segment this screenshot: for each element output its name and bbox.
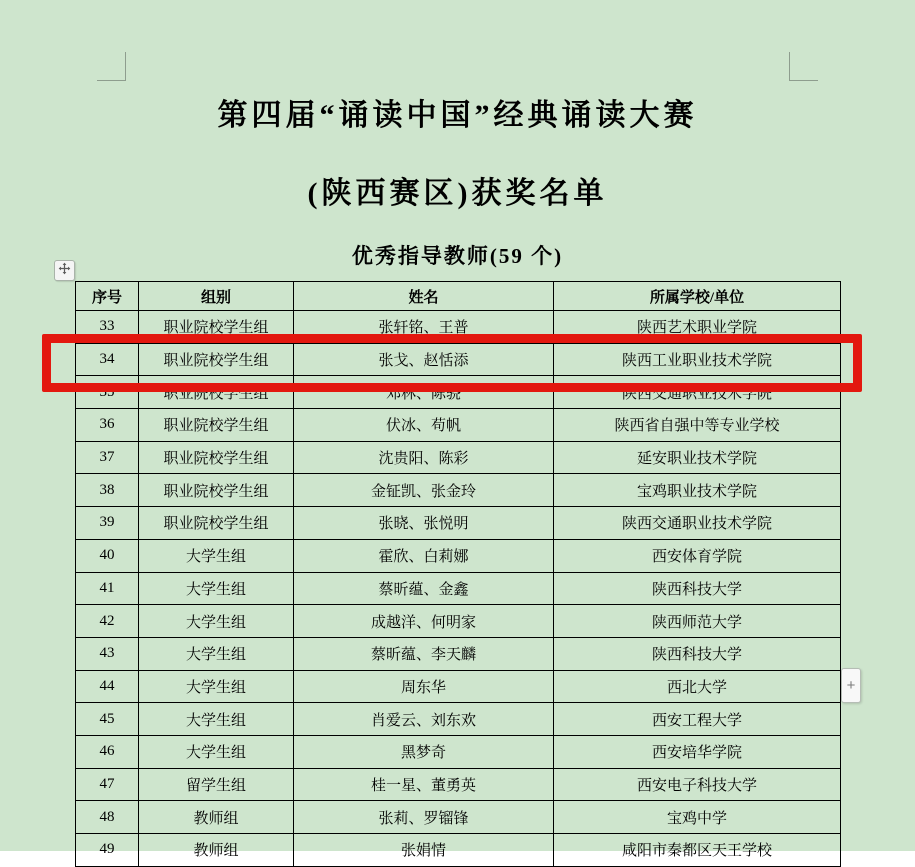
cell-school[interactable]: 西安体育学院 [554,539,841,572]
header-group[interactable]: 组别 [139,282,294,311]
cell-names[interactable]: 张轩铭、王普 [294,311,554,344]
cell-no[interactable]: 35 [76,376,139,409]
cell-names[interactable]: 成越洋、何明家 [294,605,554,638]
cell-names[interactable]: 黑梦奇 [294,735,554,768]
cell-no[interactable]: 48 [76,801,139,834]
cell-group[interactable]: 教师组 [139,834,294,867]
margin-crop-mark-top-left [97,52,126,81]
cell-no[interactable]: 38 [76,474,139,507]
cell-group[interactable]: 职业院校学生组 [139,343,294,376]
cell-school[interactable]: 宝鸡中学 [554,801,841,834]
cell-group[interactable]: 大学生组 [139,670,294,703]
cell-names[interactable]: 张戈、赵恬添 [294,343,554,376]
cell-group[interactable]: 大学生组 [139,735,294,768]
cell-no[interactable]: 40 [76,539,139,572]
table-row [76,670,841,703]
cell-school[interactable]: 陕西艺术职业学院 [554,311,841,344]
cell-no[interactable]: 33 [76,311,139,344]
cell-school[interactable]: 西安工程大学 [554,703,841,736]
cell-no[interactable]: 43 [76,637,139,670]
cell-group[interactable]: 大学生组 [139,637,294,670]
cell-school[interactable]: 陕西交通职业技术学院 [554,376,841,409]
cell-group[interactable]: 职业院校学生组 [139,376,294,409]
cell-names[interactable]: 张莉、罗镏锋 [294,801,554,834]
table-row [76,409,841,442]
plus-icon: + [846,677,856,694]
cell-group[interactable]: 大学生组 [139,572,294,605]
table-row [76,311,841,344]
cell-names[interactable]: 金钲凯、张金玲 [294,474,554,507]
cell-school[interactable]: 西安培华学院 [554,735,841,768]
cell-no[interactable]: 41 [76,572,139,605]
cell-group[interactable]: 留学生组 [139,768,294,801]
table-row [76,801,841,834]
cell-school[interactable]: 陕西工业职业技术学院 [554,343,841,376]
cell-school[interactable]: 陕西科技大学 [554,637,841,670]
cell-names[interactable]: 蔡昕蕴、李天麟 [294,637,554,670]
cell-school[interactable]: 咸阳市秦都区天王学校 [554,834,841,867]
cell-school[interactable]: 西北大学 [554,670,841,703]
cell-names[interactable]: 邓林、陈骁 [294,376,554,409]
cell-names[interactable]: 肖爱云、刘东欢 [294,703,554,736]
table-header-row [76,282,841,311]
margin-crop-mark-top-right [789,52,818,81]
award-table [75,281,841,867]
cell-no[interactable]: 44 [76,670,139,703]
cell-no[interactable]: 45 [76,703,139,736]
insert-row-plus-button[interactable] [841,668,861,703]
cell-group[interactable]: 职业院校学生组 [139,409,294,442]
cell-school[interactable]: 陕西科技大学 [554,572,841,605]
cell-no[interactable]: 36 [76,409,139,442]
table-row [76,768,841,801]
table-row [76,376,841,409]
cell-school[interactable]: 西安电子科技大学 [554,768,841,801]
cell-school[interactable]: 陕西省自强中等专业学校 [554,409,841,442]
header-names[interactable]: 姓名 [294,282,554,311]
cell-group[interactable]: 大学生组 [139,605,294,638]
cell-group[interactable]: 教师组 [139,801,294,834]
table-row [76,539,841,572]
cell-school[interactable]: 陕西交通职业技术学院 [554,507,841,540]
table-row [76,637,841,670]
cell-group[interactable]: 职业院校学生组 [139,311,294,344]
cell-no[interactable]: 46 [76,735,139,768]
cell-group[interactable]: 大学生组 [139,703,294,736]
table-row [76,703,841,736]
document-title-line2[interactable]: (陕西赛区)获奖名单 [307,177,608,210]
table-row [76,474,841,507]
cell-names[interactable]: 桂一星、董勇英 [294,768,554,801]
cell-names[interactable]: 周东华 [294,670,554,703]
table-body [76,311,841,867]
table-move-handle[interactable] [54,260,75,281]
header-school[interactable]: 所属学校/单位 [554,282,841,311]
cell-no[interactable]: 34 [76,343,139,376]
table-row [76,834,841,867]
header-no[interactable]: 序号 [76,282,139,311]
cell-names[interactable]: 伏冰、苟帆 [294,409,554,442]
cell-names[interactable]: 蔡昕蕴、金鑫 [294,572,554,605]
table-row [76,605,841,638]
cell-group[interactable]: 职业院校学生组 [139,474,294,507]
cell-no[interactable]: 39 [76,507,139,540]
table-row [76,507,841,540]
cell-group[interactable]: 大学生组 [139,539,294,572]
cell-no[interactable]: 49 [76,834,139,867]
table-row [76,572,841,605]
cell-names[interactable]: 张娟情 [294,834,554,867]
table-row [76,441,841,474]
cell-names[interactable]: 霍欣、白莉娜 [294,539,554,572]
cell-school[interactable]: 延安职业技术学院 [554,441,841,474]
cell-school[interactable]: 陕西师范大学 [554,605,841,638]
cell-names[interactable]: 沈贵阳、陈彩 [294,441,554,474]
cell-school[interactable]: 宝鸡职业技术学院 [554,474,841,507]
cell-group[interactable]: 职业院校学生组 [139,441,294,474]
cell-no[interactable]: 47 [76,768,139,801]
table-row [76,735,841,768]
move-cross-icon [58,262,71,280]
cell-group[interactable]: 职业院校学生组 [139,507,294,540]
cell-names[interactable]: 张晓、张悦明 [294,507,554,540]
document-title-line1[interactable]: 第四届“诵读中国”经典诵读大赛 [217,99,698,132]
section-title[interactable]: 优秀指导教师(59 个) [351,244,564,268]
cell-no[interactable]: 37 [76,441,139,474]
cell-no[interactable]: 42 [76,605,139,638]
table-row-highlighted [76,343,841,376]
